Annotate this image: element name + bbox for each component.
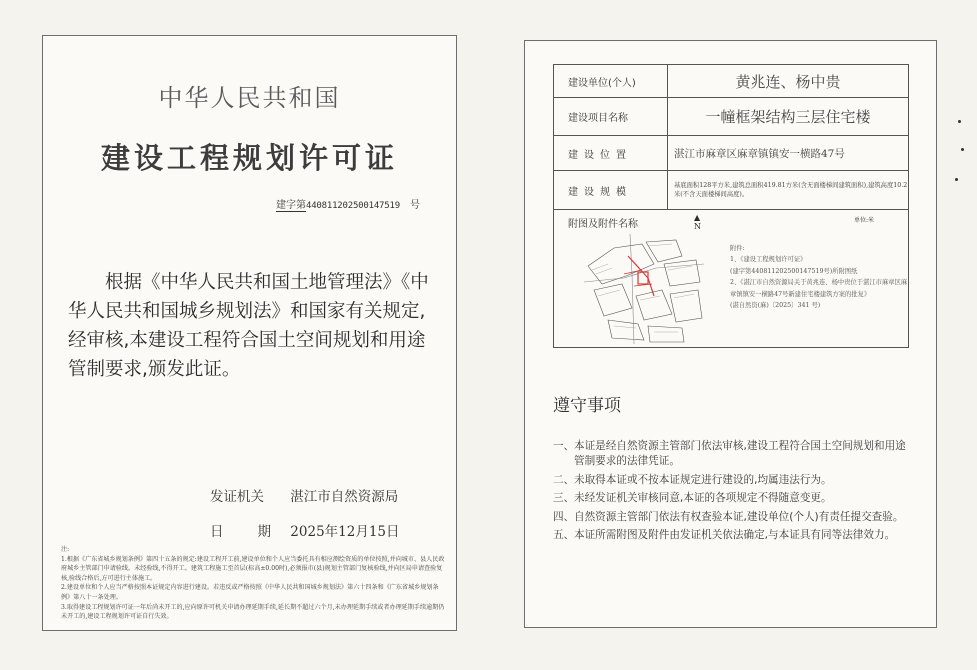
rule-text: 本证所需附图及附件由发证机关依法确定,与本证具有同等法律效力。 bbox=[574, 529, 896, 542]
project-name-label: 建设项目名称 bbox=[554, 98, 668, 136]
table-row bbox=[554, 65, 909, 98]
issuer-value: 湛江市自然资源局 bbox=[290, 489, 399, 505]
notes-block bbox=[61, 545, 447, 622]
table-row bbox=[554, 98, 909, 136]
permit-number bbox=[276, 196, 420, 211]
issue-date-value: 2025年12月15日 bbox=[290, 524, 400, 540]
attachment-note-1: 1、《建设工程规划许可证》 bbox=[730, 256, 807, 264]
rule-number: 三、 bbox=[553, 492, 575, 505]
rule-number: 一、 bbox=[553, 440, 575, 452]
attachment-note-2: 2、《湛江市自然资源局关于黄兆连、杨中贵位于湛江市麻章区麻章镇镇安一横路47号新建住宅楼建筑方案的批复》 bbox=[730, 279, 908, 298]
permit-back-page bbox=[524, 40, 937, 628]
unit-note: 单位:米 bbox=[854, 217, 875, 224]
attachment-note-2-ref: (湛自然资(麻)〔2025〕341 号) bbox=[730, 302, 821, 310]
site-plan-map bbox=[584, 234, 704, 344]
list-item bbox=[553, 491, 915, 506]
permit-number-suffix: 号 bbox=[409, 200, 420, 211]
notes-heading: 注: bbox=[61, 546, 70, 553]
permit-title: 建设工程规划许可证 bbox=[100, 141, 398, 175]
map-block bbox=[648, 326, 684, 342]
builder-value: 黄兆连、杨中贵 bbox=[668, 65, 909, 98]
attachment-note-heading: 附件: bbox=[730, 245, 745, 252]
attachments-cell bbox=[554, 210, 909, 348]
rules-list bbox=[553, 439, 915, 546]
map-block bbox=[608, 320, 644, 340]
permit-number-value: 440811202500147519 bbox=[306, 201, 400, 211]
permit-body-text: 根据《中华人民共和国土地管理法》《中华人民共和国城乡规划法》和国家有关规定,经审核,本建设工程符合国土空间规划和用途管制要求,颁发此证。 bbox=[68, 272, 429, 380]
permit-front-page bbox=[42, 35, 457, 631]
issue-date-row bbox=[210, 520, 400, 540]
table-row bbox=[554, 171, 909, 210]
location-label: 建设位置 bbox=[554, 136, 668, 171]
map-block bbox=[594, 284, 632, 316]
scan-speck bbox=[961, 148, 964, 151]
rule-text: 本证是经自然资源主管部门依法审核,建设工程符合国土空间规划和用途管制要求的法律凭证。 bbox=[574, 440, 906, 468]
table-row bbox=[554, 136, 909, 171]
rule-text: 未经发证机关审核同意,本证的各项规定不得随意变更。 bbox=[574, 492, 832, 505]
site-outline bbox=[638, 272, 648, 284]
list-item bbox=[553, 528, 915, 543]
scale-label: 建设规模 bbox=[554, 171, 668, 210]
scan-speck bbox=[955, 178, 958, 181]
rule-text: 自然资源主管部门依法有权查验本证,建设单位(个人)有责任提交查验。 bbox=[574, 510, 904, 523]
north-arrow-icon: ▲ N bbox=[694, 213, 701, 231]
list-item bbox=[553, 510, 915, 525]
rules-title: 遵守事项 bbox=[553, 396, 621, 416]
north-label: N bbox=[694, 222, 701, 231]
location-value: 湛江市麻章区麻章镇镇安一横路47号 bbox=[668, 136, 909, 171]
issue-date-label: 日期 bbox=[210, 524, 305, 540]
map-block bbox=[664, 260, 700, 286]
permit-number-prefix: 建字第 bbox=[276, 200, 306, 211]
scale-value: 基底面积128平方米,建筑总面积419.81方米(含无面楼梯间建筑面积),建筑高度10.2米(不含天面楼梯间高度)。 bbox=[668, 171, 909, 210]
note-2: 2.建设单位和个人应当严格按照本证规定内容进行建设。若违反或严格按照《中华人民共和国城乡规划法》第六十四条和《广东省城乡规划条例》第八十一条处理。 bbox=[61, 584, 439, 601]
note-1: 1.根据《广东省城乡规划条例》第四十五条的规定:建设工程开工前,建设单位和个人应当委托具有相应测绘资质的单位按照,并向城市、县人民政府城乡主管部门申请验线。未经验线,不得开工。建筑工程施工至首层(标高±0.00时),必须报市(县)规划主管部门复核验线,并向区局申请查验复核,验线合格后,方可进行主体施工。 bbox=[61, 555, 445, 582]
rule-text: 未取得本证或不按本证规定进行建设的,均属违法行为。 bbox=[574, 473, 832, 486]
issuer-label: 发证机关 bbox=[210, 489, 264, 505]
rule-number: 二、 bbox=[553, 473, 575, 486]
map-block bbox=[646, 240, 682, 262]
project-name-value: 一幢框架结构三层住宅楼 bbox=[668, 98, 909, 136]
issuer-row bbox=[210, 485, 398, 505]
table-row bbox=[554, 210, 909, 348]
project-info-table bbox=[553, 64, 909, 348]
note-3: 3.取得建设工程规划许可证一年后尚未开工的,应向原许可机关申请办理延期手续,延长期不超过六个月,未办理延期手续或者办理延期手续逾期仍未开工的,建设工程规划许可证自行失效。 bbox=[61, 603, 445, 621]
rule-number: 四、 bbox=[553, 510, 575, 523]
attachments-label: 附图及附件名称 bbox=[568, 219, 638, 230]
rule-number: 五、 bbox=[553, 529, 575, 542]
attachment-notes bbox=[730, 243, 908, 311]
builder-label: 建设单位(个人) bbox=[554, 65, 668, 98]
attachment-note-1-detail: (建字第440811202500147519号)所附图纸 bbox=[730, 267, 858, 275]
scan-speck bbox=[958, 120, 961, 123]
map-block bbox=[670, 290, 702, 322]
list-item bbox=[553, 473, 915, 488]
list-item bbox=[553, 439, 915, 470]
country-name: 中华人民共和国 bbox=[158, 84, 341, 112]
